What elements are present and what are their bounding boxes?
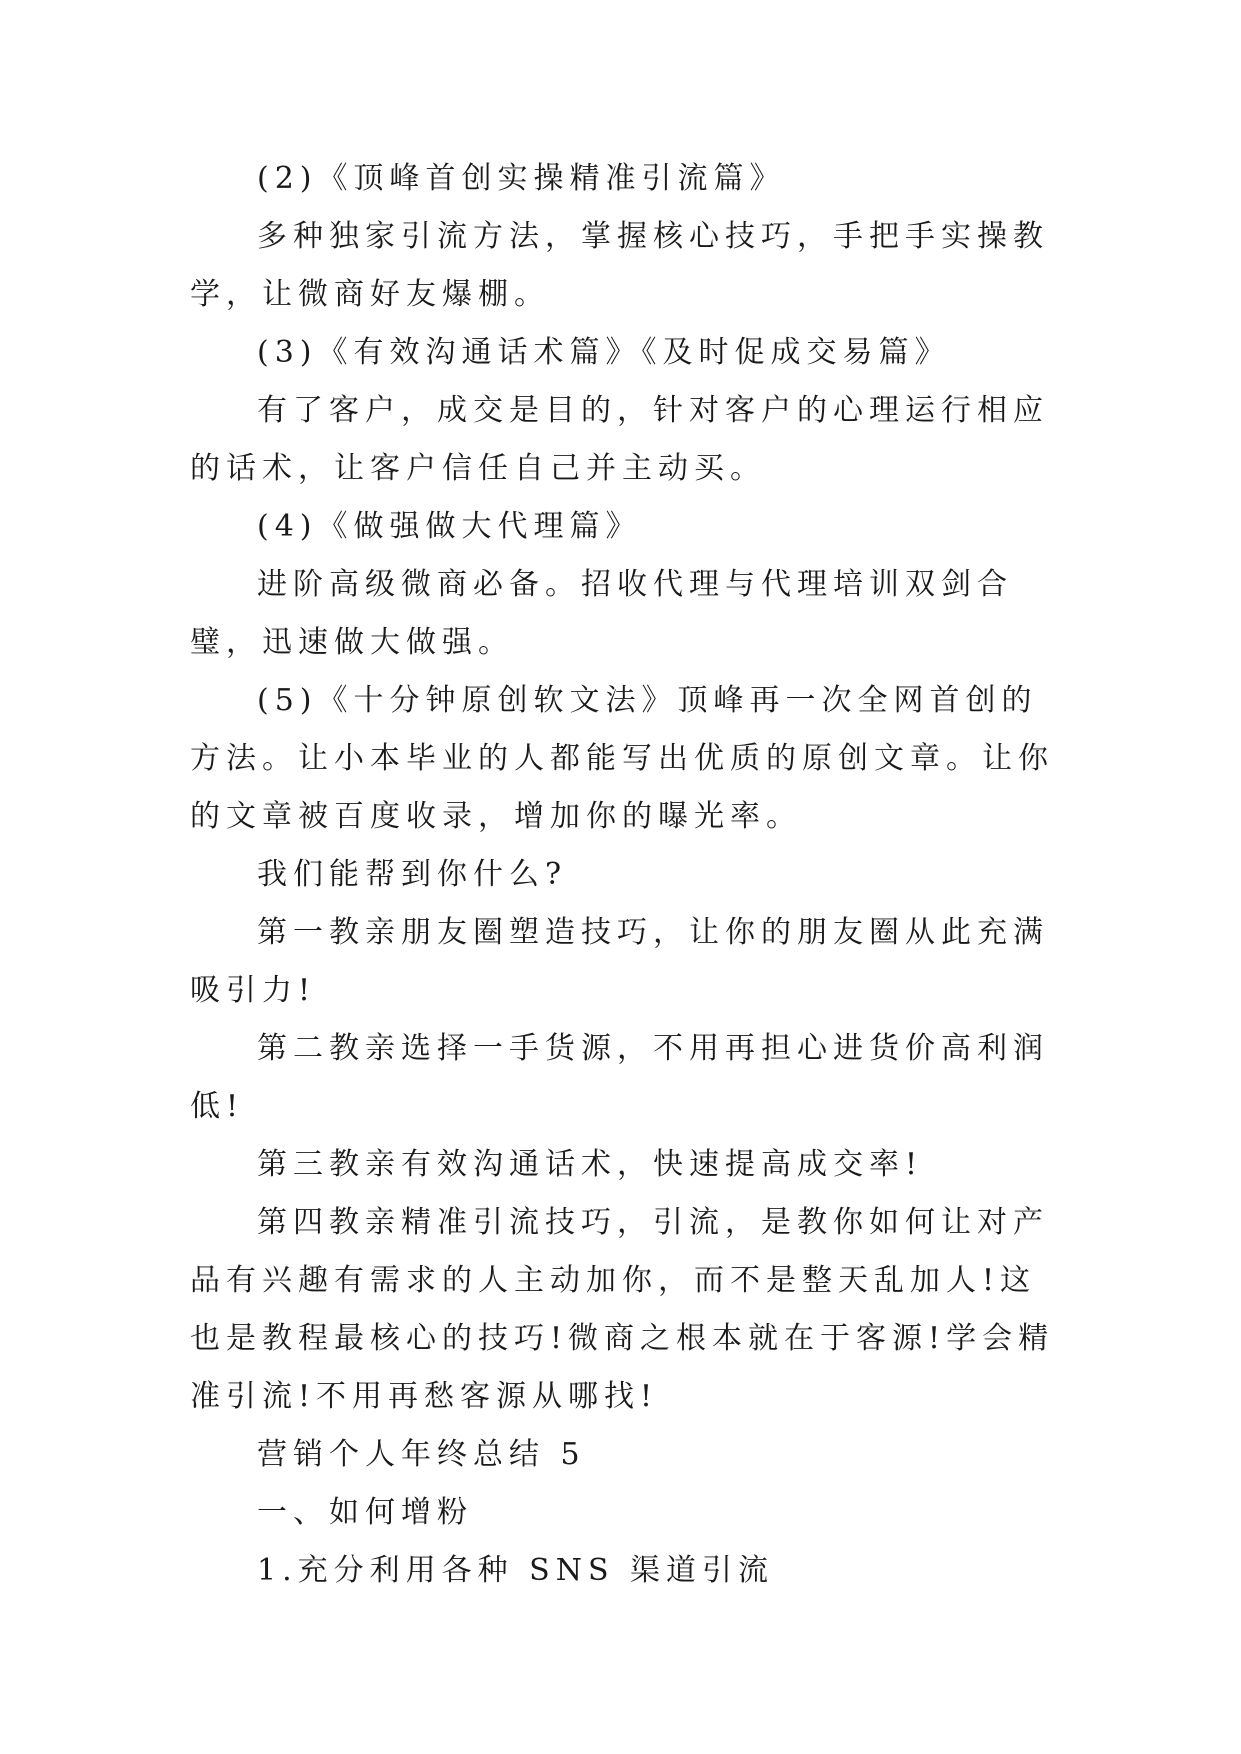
paragraph-help-4: 第四教亲精准引流技巧，引流，是教你如何让对产品有兴趣有需求的人主动加你，而不是整天乱加人!这也是教程最核心的技巧!微商之根本就在于客源!学会精准引流!不用再愁客源从哪找!	[190, 1205, 1055, 1414]
paragraph-help-1: 第一教亲朋友圈塑造技巧，让你的朋友圈从此充满吸引力!	[190, 915, 1049, 1008]
paragraph-help-3: 第三教亲有效沟通话术，快速提高成交率!	[257, 1147, 924, 1182]
document-body	[190, 150, 1070, 1600]
paragraph-course-3-desc: 有了客户，成交是目的，针对客户的心理运行相应的话术，让客户信任自己并主动买。	[190, 393, 1049, 486]
paragraph-course-2: (2)《顶峰首创实操精准引流篇》	[257, 161, 786, 196]
paragraph-course-2-desc: 多种独家引流方法，掌握核心技巧，手把手实操教学，让微商好友爆棚。	[190, 219, 1049, 312]
paragraph-course-4: (4)《做强做大代理篇》	[257, 509, 642, 544]
paragraph-help-heading: 我们能帮到你什么?	[257, 857, 568, 892]
section-heading-1: 一、如何增粉	[257, 1495, 473, 1530]
paragraph-course-5: (5)《十分钟原创软文法》顶峰再一次全网首创的方法。让小本毕业的人都能写出优质的原创文章。让你的文章被百度收录，增加你的曝光率。	[190, 683, 1054, 834]
section-title: 营销个人年终总结 5	[257, 1437, 586, 1472]
paragraph-course-3: (3)《有效沟通话术篇》《及时促成交易篇》	[257, 335, 951, 370]
paragraph-help-2: 第二教亲选择一手货源，不用再担心进货价高利润低!	[190, 1031, 1049, 1124]
paragraph-course-4-desc: 进阶高级微商必备。招收代理与代理培训双剑合璧，迅速做大做强。	[190, 567, 1013, 660]
list-item-1: 1.充分利用各种 SNS 渠道引流	[257, 1553, 775, 1588]
